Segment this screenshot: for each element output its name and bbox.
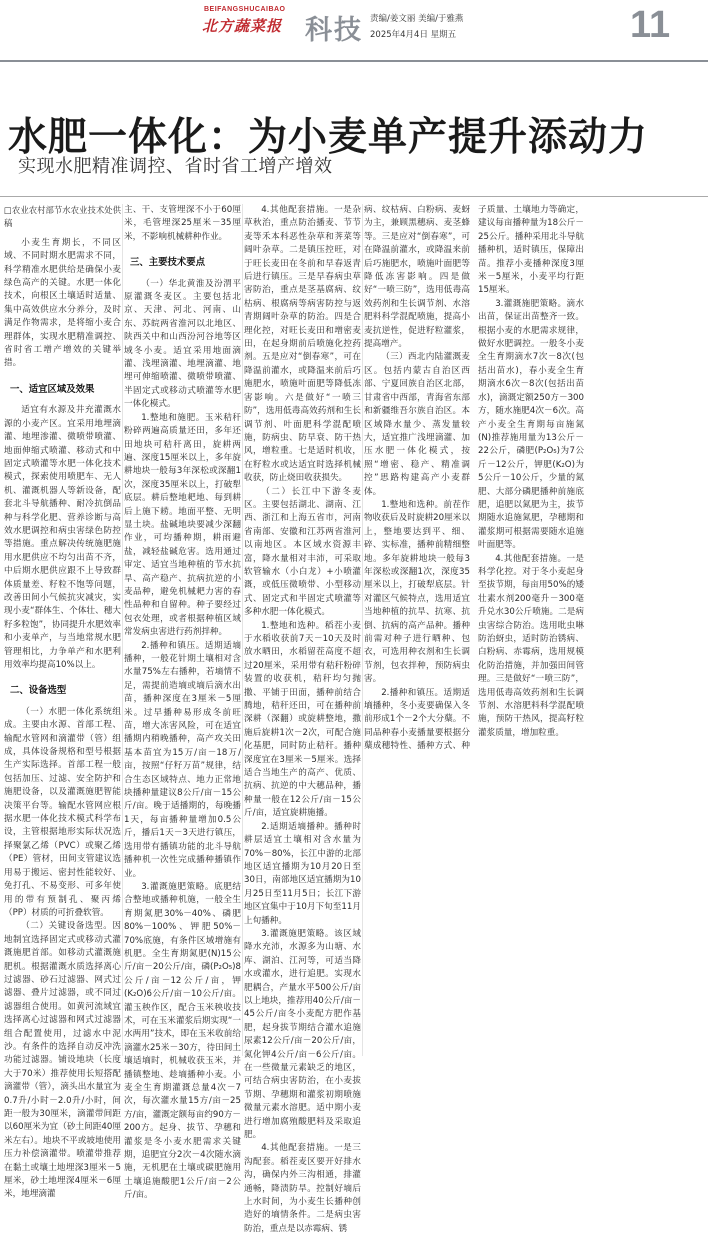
body-paragraph: 4.其他配套措施。一是三沟配套。稻茬麦区要开好排水沟，确保内外三沟相通，排灌通畅，降渍防旱。控制好墒后上水时间，为小麦生长播种创造好的墒情条件。二是病虫害防治，重点是以赤霉病、锈	[244, 1143, 361, 1234]
body-paragraph: （二）关键设备选型。因地制宜选择固定式或移动式灌溉施肥首部。如移动式灌溉施肥机。根据灌溉水质选择离心过滤器、砂石过滤器、网式过滤器、叠片过滤器，或不同过滤器组合使用。如黄河流域宜选择离心过滤器和网式过滤器组合配置使用，过滤水中泥沙。有条件的选择自动反冲洗功能过滤器。铺设地块（长度大于70米）推荐使用长短搭配滴灌带（管），滴头出水量宜为0.7升/小时－2.0升/小时，间距一般为30厘米，滴灌带间距以60厘米为宜（砂土间距40厘米左右）。地块不平或坡地使用压力补偿滴灌带。喷灌带推荐在黏土或壤土地埋深3厘米－5厘米，砂土地埋深4厘米－6厘米，地埋滴灌	[4, 921, 121, 1200]
body-paragraph: （一）水肥一体化系统组成。主要由水源、首部工程、输配水管网和滴灌带（管）组成，具体设备规格和型号根据生产实际选择。首部工程一般包括加压、过滤、安全防护和施肥设备，以及灌溉施肥智能决策平台等。输配水管网应根据水肥一体化技术模式科学布设，主管根据地形实际状况选择聚氯乙烯（PVC）或聚乙烯（PE）管材，田间支管建议选用易于搬运、密封性能较好、免打孔、不易变形、可多年使用的带有预制孔、聚丙烯（PP）材质的可折叠软管。	[4, 706, 121, 918]
issue-date: 2025年4月4日 星期五	[370, 30, 457, 40]
body-paragraph: 1.整地和施肥。玉米秸秆粉碎两遍高质量还田，多年还田地块可秸秆离田，旋耕两遍、深度15厘米以上，多年旋耕地块一般每3年深松或深翻1次，深度35厘米以上，打破犁底层。耕后整地耙地、每到耕后上施下耢。地面平整、无明显土块。盐碱地块要减少深翻作业，可均播种期，耕雨避盐，减轻盐碱危害。选用通过审定、适宜当地种植的节水抗旱、高产稳产、抗病抗逆的小麦品种，避免机械耙力害的春性品种和自留种。种子要经过包衣处理，或者根据种植区域常发病虫害进行药剂拌种。	[124, 412, 241, 638]
masthead	[0, 0, 708, 72]
body-paragraph: 3.灌溉施肥策略。滴水出苗，保证出苗整齐一致。根据小麦的水肥需求规律，做好水肥调控。一般冬小麦全生育期滴水7次－8次(包括出苗水)，春小麦全生育期滴水6次－8次(包括出苗水)，滴溉定额250方－300方，随水施肥4次－6次。高产小麦全生育期每亩施氮(N)推荐施用量为13公斤－22公斤，磷肥(P₂O₅)为7公斤－12公斤，钾肥(K₂O)为5公斤－10公斤，少量的氮肥、大部分磷肥播种前施底肥，追肥以氮肥为主，拔节期随水追施氮肥，孕穗期和灌浆期可根据需要随水追施叶面肥等。	[478, 298, 584, 551]
article-column-2	[124, 204, 241, 1201]
article-headline: 水肥一体化：为小麦单产提升添动力	[8, 115, 649, 160]
body-paragraph: （一）华北黄淮及汾渭平原灌溉冬麦区。主要包括北京、天津、河北、河南、山东、苏皖两省淮河以北地区、陕西关中和山西汾河谷地等区域冬小麦。适宜采用地面滴灌、浅埋滴灌、地埋滴灌、地埋可伸缩喷灌、微喷带喷灌、半固定式或移动式喷灌等水肥一体化模式。	[124, 278, 241, 410]
editor-credits: 责编/姜文丽 美编/于雅燕	[370, 14, 464, 24]
article-column-4	[364, 204, 584, 1056]
body-paragraph: （二）长江中下游冬麦区。主要包括湖北、湖南、江西、浙江和上海五省市，河南省南部、安徽和江苏两省淮河以南地区。本区域水资源丰富，降水量相对丰沛，可采取软管输水（小白龙）+小喷灌溉，或低压微喷带、小型移动式、固定式和半固定式喷灌等多种水肥一体化模式。	[244, 486, 361, 618]
body-paragraph: 2.播种和镇压。适期适墒播种，冬小麦要确保入冬前形成1个－2个大分蘖。不同品种春小麦播量要根据分蘖成穗特性、播种方式、种子质量、土壤地力等确定，建议每亩播种量为18公斤－25公斤。播种采用北斗导航播种机，适时镇压，保障出苗。推荐小麦播种深度3厘米－5厘米，小麦平均行距15厘米。	[364, 205, 584, 752]
body-paragraph: 4.其他配套措施。一是杂草秋治，重点防治播麦、节节麦等禾本科恶性杂草和荠菜等阔叶杂草。二是镇压控旺，对于旺长麦田在冬前和早春返青后进行镇压。三是早春病虫草害防治，重点是茎基腐病、纹枯病、根腐病等病害防控与返青期阔叶杂草的防治。四是合理化控，对旺长麦田和增密麦田，在起身期前后喷施化控药剂。五是应对“倒春寒”，可在降温前灌水，或降温来前后巧施肥水，喷施叶面肥等降低冻害影响。六是做好“一喷三防”，选用低毒高效药剂和生长调节剂、叶面肥科学混配喷施，防病虫、防早衰、防干热风，增粒重。七是适时机收，在籽粒水或达适宜时选择机械收获，防止烧田收获损失。	[244, 205, 361, 484]
article-column-3	[244, 204, 361, 1234]
paper-pinyin: BEIFANGSHUCAIBAO	[204, 6, 286, 13]
section-label: 科技	[305, 15, 363, 46]
header-rule	[0, 60, 708, 62]
body-paragraph: 4.其他配套措施。一是科学化控。对于冬小麦起身至拔节期，每亩用50%的矮壮素水剂200毫升－300毫升兑水30公斤喷施。二是病虫害综合防治。选用吡虫啉防治蚜虫，适时防治锈病、白粉病、赤霉病，选用规模化防治措施，并加强田间管理。三是做好“一喷三防”，选用低毒高效药剂和生长调节剂、水溶肥料科学混配喷施，预防干热风，提高籽粒灌浆质量，增加粒重。	[478, 553, 584, 738]
body-paragraph: 病、纹枯病、白粉病、麦蚜为主，兼顾黑穗病、麦茎蜂等。三是应对“倒春寒”，可在降温前灌水，或降温来前后巧施肥水，喷施叶面肥等降低冻害影响。四是做好“一喷三防”，选用低毒高效药剂和生长调节剂、水溶肥料科学混配喷施，提高小麦抗逆性，促进籽粒灌浆，提高增产。	[364, 205, 470, 350]
column-divider	[362, 204, 363, 1056]
paper-logo: 北方蔬菜报	[202, 17, 283, 35]
page-number: 11	[630, 4, 671, 46]
column-divider	[242, 204, 243, 1056]
body-paragraph: 3.灌溉施肥策略。该区域降水充沛，水源多为山塘、水库、湖泊、江河等，可适当降水或灌水，进行追肥。实现水肥耦合，产量水平500公斤/亩以上地块，推荐用40公斤/亩－45公斤/亩冬小麦配方肥作基肥，起身拔节期结合灌水追施尿素12公斤/亩－20公斤/亩，氮化钾4公斤/亩－6公斤/亩。在一些微量元素缺乏的地区，可结合病虫害防治，在小麦拔节期、孕穗期和灌浆初期喷施微量元素水溶肥。适中期小麦进行增加腐殖酸肥料及采取追肥。	[244, 928, 361, 1141]
body-paragraph: 1.整地和选种。稻茬小麦于水稻收获前7天－10天及时放水晒田，水稻留茬高度不超过20厘米，采用带有秸秆粉碎装置的收获机，秸秆均匀抛撒、平铺于田面，播种前结合腾地，秸秆还田，可在播种前深耕（深翻）或旋耕整地，撒施后旋耕1次－2次，可配合施化基肥，同时防止秸秆。播种深度宜在3厘米－5厘米。选择适合当地生产的高产、优质、抗病、抗逆的中大穗品种，播种量一般在12公斤/亩－15公斤/亩，适宜旋耕施播。	[244, 620, 361, 819]
body-paragraph: 1.整地和选种。前茬作物收获后及时旋耕20厘米以上，整地要达到平、细、碎、实标准，播种前精细整地。多年旋耕地块一般每3年深松或深翻1次，深度35厘米以上，打破犁底层。针对灌区气候特点，选用适宜当地种植的抗旱、抗寒、抗倒、抗病的高产品种。播种前需对种子进行晒种、包衣，可选用种衣剂和生长调节剂，包衣拌种，预防病虫害。	[364, 499, 470, 685]
article-byline: □农业农村部节水农业技术处供稿	[4, 205, 121, 229]
section-heading: 一、适宜区域及效果	[10, 383, 95, 395]
section-heading: 二、设备选型	[10, 685, 67, 697]
body-paragraph: 小麦生育期长，不同区域、不同时期水肥需求不同，科学精准水肥供给是确保小麦绿色高产的关键。水肥一体化技术，向根区土壤适时适量、集中高效供应水分养分，及时满足作物需求，是将缩小麦合理群体，实现水肥精准调控、省时省工增产增效的关键举措。	[4, 237, 121, 369]
article-subheadline: 实现水肥精准调控、省时省工增产增效	[18, 156, 333, 177]
body-paragraph: 适宜有水源及井充灌溉水源的小麦产区。宜采用地埋滴灌、地埋渗灌、微喷带喷灌、地面伸缩式喷灌、移动式和中固定式喷灌等水肥一体化技术模式，探索使用喷肥车、无人机、灌溉机器人等新设备，配套北斗导航播种、耐冷抗倒品种与科学化肥、营养诊断与高效水肥调控和病虫害绿色防控等措施。重点解决传统施肥施用水肥供应不均匀出苗不齐，中后期水肥供应跟不上导致群体质量差、籽粒不饱等问题，改善田间小气候抗灾减灾，实现小麦“群体生、个体壮、穗大籽多粒饱”，协同提升水肥效率和小麦单产，与当地常规水肥管理相比，力争单产和水肥利用效率均提高10%以上。	[4, 405, 121, 670]
body-paragraph: 主、干、支管埋深不小于60厘米，毛管埋深25厘米－35厘米，不影响机械耕种作业。	[124, 205, 241, 242]
article-column-1	[4, 204, 121, 1200]
title-rule	[0, 196, 708, 197]
section-heading: 三、主要技术要点	[130, 257, 206, 269]
body-paragraph: 3.灌溉施肥策略。底肥结合整地或播种机施，一般全生育期氮肥30%－40%、磷肥80%－100%、钾肥50%－70%底施，有条件区域增施有机肥。全生育期氮肥(N)15公斤/亩－20公斤/亩，磷(P₂O₅)8公斤/亩－12公斤/亩，钾(K₂O)6公斤/亩－10公斤/亩。灌玉秧作区，配合玉米秧收技术，可在玉米灌浆后期实现“一水两用”技术，即在玉米收前给滴灌水25米－30方，待田间土壤适墒时，机械收获玉米，并播镇整地、趁墒播种小麦。小麦全生育期灌溉总量4次－7次，每次灌水量15方/亩－25方/亩，灌溉定额每亩约90方－200方。起身、拔节、孕穗和灌浆是冬小麦水肥需求关键期，追肥宜分2次－4次随水滴施，无机肥在土壤或碳肥施用土壤追施酸肥1公斤/亩－2公斤/亩。	[124, 881, 241, 1201]
body-paragraph: 2.适期适墒播种。播种时耕层适宜土壤相对含水量为70%－80%，长江中游的北部地区适宜播期为10月20日至30日，南部地区适宜播期为10月25日至11月5日；长江下游地区宜集中于10月下旬至11月上旬播种。	[244, 821, 361, 926]
body-paragraph: 2.播种和镇压。适期适墒播种，一般花针期土壤相对含水量75%左右播种，若墒情不足，需提前造墒或墒后滴水出苗，播种深度在3厘米－5厘米。过早播种易形成冬前旺苗，增大冻害风险，可在适宜播期内稍晚播种，高产攻关田基本苗宜为15万/亩－18万/亩，按照“仔籽万苗”规律，结合生态区域特点、地力正常地块播种量建议8公斤/亩－15公斤/亩。晚于适播期的，每晚播1天，每亩播种量增加0.5公斤，播后1天－3天进行镇压，选用带有播镇功能的北斗导航播种机一次性完成播种播镇作业。	[124, 640, 241, 879]
column-divider	[122, 204, 123, 1056]
body-paragraph: （三）西北内陆灌溉麦区。包括内蒙古自治区西部、宁夏回族自治区北部，甘肃省中西部，青海省东部和新疆维吾尔族自治区。本区域降水量少、蒸发量较大，适宜推广浅埋滴灌、加压水肥一体化模式，按照“增密、稳产、精准调控”思路构建高产小麦群体。	[364, 352, 470, 497]
